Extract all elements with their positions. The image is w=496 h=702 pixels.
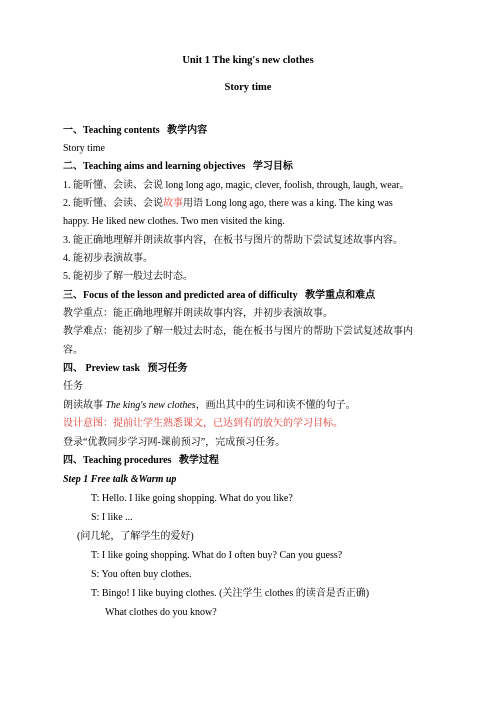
aims-item-5: 5. 能初步了解一般过去时态。 xyxy=(63,271,193,282)
preview-label: 任务 xyxy=(63,381,83,392)
dialogue-line: T: Bingo! I like buying clothes. (关注学生 clothes 的读音是否正确) xyxy=(91,588,370,599)
focus-key: 教学重点：能正确地理解并朗读故事内容，并初步表演故事。 xyxy=(63,308,333,319)
section-focus-heading: 三、Focus of the lesson and predicted area of difficulty 教学重点和难点 xyxy=(63,290,376,301)
dialogue-line: What clothes do you know? xyxy=(105,607,217,618)
dialogue-note: (问几轮，了解学生的爱好) xyxy=(77,531,194,542)
aims-item-2-cont: happy. He liked new clothes. Two men visited the king. xyxy=(63,216,285,227)
focus-difficulty: 教学难点：能初步了解一般过去时态，能在板书与图片的帮助下尝试复述故事内 xyxy=(63,326,413,337)
step-1-heading: Step 1 Free talk &Warm up xyxy=(63,474,177,485)
aims-item-3: 3. 能正确地理解并朗读故事内容，在板书与图片的帮助下尝试复述故事内容。 xyxy=(63,235,403,246)
aims-item-2: 2. 能听懂、会读、会说故事用语 Long long ago, there was a king. The king was xyxy=(63,198,393,209)
dialogue-line: T: Hello. I like going shopping. What do you like? xyxy=(91,493,293,504)
preview-login: 登录“优教同步学习网-课前预习”，完成预习任务。 xyxy=(63,437,286,448)
aims-item-4: 4. 能初步表演故事。 xyxy=(63,253,153,264)
preview-design-intent: 设计意图：提前让学生熟悉课文，已达到有的放矢的学习目标。 xyxy=(63,418,343,429)
section-contents-heading: 一、Teaching contents 教学内容 xyxy=(63,125,208,136)
section-procedures-heading: 四、Teaching procedures 教学过程 xyxy=(63,455,219,466)
aims-item-1: 1. 能听懂、会读、会说 long long ago, magic, clever, foolish, through, laugh, wear。 xyxy=(63,180,410,191)
section-aims-heading: 二、Teaching aims and learning objectives 学习目标 xyxy=(63,161,293,172)
dialogue-line: S: You often buy clothes. xyxy=(91,569,192,580)
dialogue-line: S: I like ... xyxy=(91,512,133,523)
focus-difficulty-cont: 容。 xyxy=(63,345,83,356)
document-subtitle: Story time xyxy=(224,82,272,93)
section-contents-body: Story time xyxy=(63,143,105,154)
section-preview-heading: 四、 Preview task 预习任务 xyxy=(63,363,188,374)
document-title: Unit 1 The king's new clothes xyxy=(182,55,314,66)
preview-task: 朗读故事 The king's new clothes，画出其中的生词和读不懂的句子。 xyxy=(63,400,356,411)
dialogue-line: T: I like going shopping. What do I often buy? Can you guess? xyxy=(91,550,343,561)
